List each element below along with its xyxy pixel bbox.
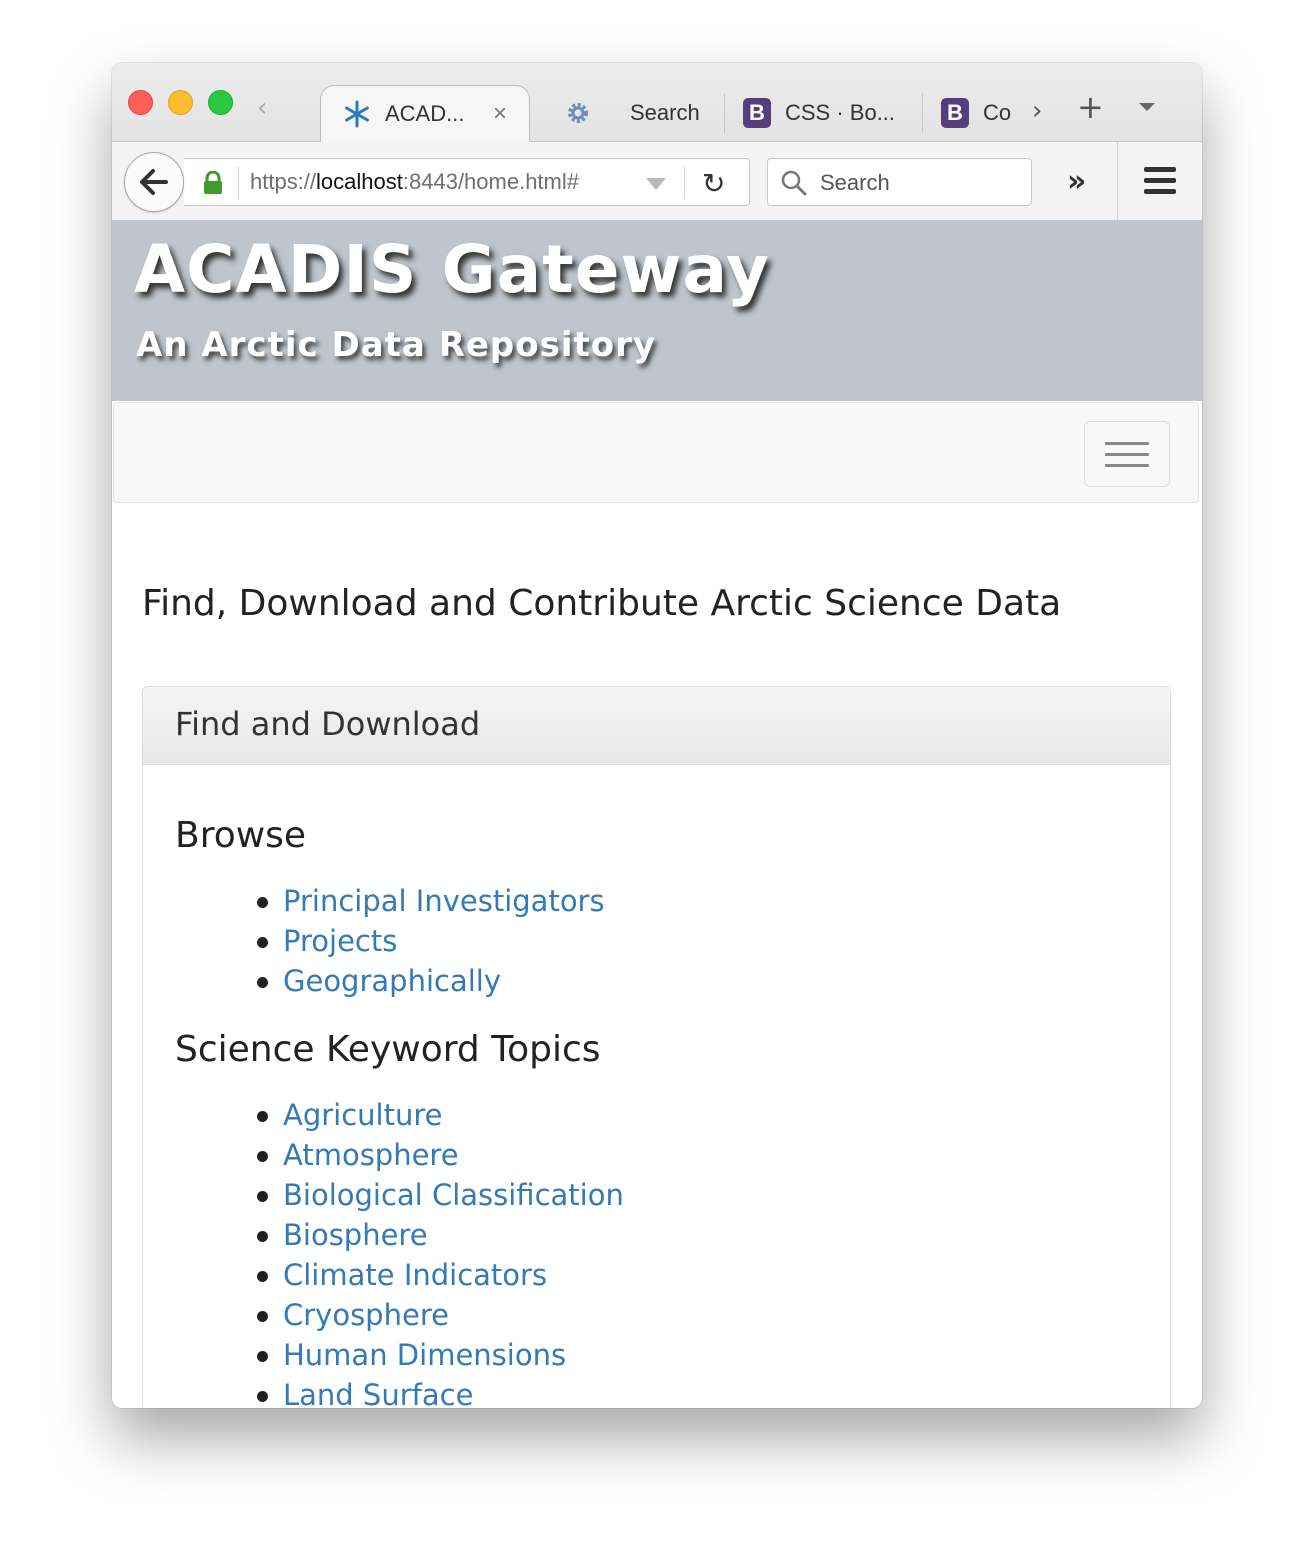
bootstrap-icon: B [941, 99, 969, 127]
arrow-left-icon [139, 168, 169, 196]
tab-title: Search [630, 100, 700, 125]
tab-components[interactable] [922, 93, 1018, 133]
list-item [283, 921, 1138, 961]
back-button[interactable] [124, 152, 184, 212]
reload-icon[interactable]: ↻ [702, 167, 726, 200]
link-human-dimensions[interactable]: Human Dimensions [283, 1338, 567, 1372]
panel-body [143, 815, 1170, 1408]
zoom-window-button[interactable] [208, 90, 233, 115]
tab-title: ACAD... [385, 101, 465, 126]
gear-icon [564, 99, 592, 127]
topics-heading: Science Keyword Topics [175, 1029, 601, 1070]
navigation-toolbar [112, 142, 1202, 221]
link-principal-investigators[interactable]: Principal Investigators [283, 884, 605, 918]
overflow-menu-button[interactable]: » [1067, 164, 1087, 199]
navbar-toggle-button[interactable] [1084, 421, 1170, 487]
snowflake-icon [343, 100, 371, 128]
site-subtitle: An Arctic Data Repository [136, 325, 657, 365]
link-biosphere[interactable]: Biosphere [283, 1218, 428, 1252]
tab-search[interactable] [542, 85, 717, 141]
chevron-right-icon[interactable]: › [1032, 96, 1043, 126]
list-item [283, 1135, 1138, 1175]
topics-list [175, 1095, 1138, 1408]
link-agriculture[interactable]: Agriculture [283, 1098, 443, 1132]
link-land-surface[interactable]: Land Surface [283, 1378, 474, 1408]
tab-title: Co [983, 100, 1012, 125]
page-content [112, 221, 1202, 1408]
search-placeholder: Search [820, 170, 890, 195]
chevron-left-icon[interactable]: ‹ [257, 93, 268, 123]
tab-css-bootstrap[interactable] [724, 93, 915, 133]
site-navbar [113, 402, 1199, 503]
hamburger-menu-icon[interactable] [1144, 167, 1176, 200]
minimize-window-button[interactable] [168, 90, 193, 115]
link-biological-classification[interactable]: Biological Classification [283, 1178, 624, 1212]
page-heading: Find, Download and Contribute Arctic Science Data [142, 583, 1062, 624]
url-bar[interactable] [184, 158, 750, 206]
link-geographically[interactable]: Geographically [283, 964, 501, 998]
link-climate-indicators[interactable]: Climate Indicators [283, 1258, 548, 1292]
list-item [283, 1375, 1138, 1408]
bootstrap-icon: B [743, 99, 771, 127]
url-text[interactable]: https://localhost:8443/home.html# [250, 169, 579, 194]
list-item [283, 881, 1138, 921]
search-input[interactable] [767, 158, 1032, 206]
browse-list [175, 881, 1138, 1001]
close-tab-icon[interactable]: × [492, 100, 507, 127]
list-item [283, 1295, 1138, 1335]
list-item [283, 1255, 1138, 1295]
tab-acadis[interactable] [320, 85, 530, 142]
list-item [283, 961, 1138, 1001]
link-atmosphere[interactable]: Atmosphere [283, 1138, 459, 1172]
close-window-button[interactable] [128, 90, 153, 115]
search-icon [780, 169, 808, 201]
tab-title: CSS · Bo... [785, 100, 896, 125]
list-item [283, 1335, 1138, 1375]
browse-heading: Browse [175, 815, 307, 856]
find-download-panel [142, 686, 1171, 1408]
list-item [283, 1175, 1138, 1215]
link-projects[interactable]: Projects [283, 924, 398, 958]
url-history-dropdown-icon[interactable] [646, 178, 666, 190]
panel-heading: Find and Download [143, 687, 1170, 765]
list-item [283, 1095, 1138, 1135]
site-title: ACADIS Gateway [134, 231, 770, 308]
tab-list-dropdown-icon[interactable] [1139, 103, 1155, 111]
list-item [283, 1215, 1138, 1255]
site-banner [112, 221, 1202, 401]
lock-icon[interactable] [202, 171, 224, 199]
new-tab-button[interactable]: + [1077, 88, 1104, 126]
link-cryosphere[interactable]: Cryosphere [283, 1298, 449, 1332]
tab-bar [112, 63, 1202, 142]
browser-window [112, 63, 1202, 1408]
